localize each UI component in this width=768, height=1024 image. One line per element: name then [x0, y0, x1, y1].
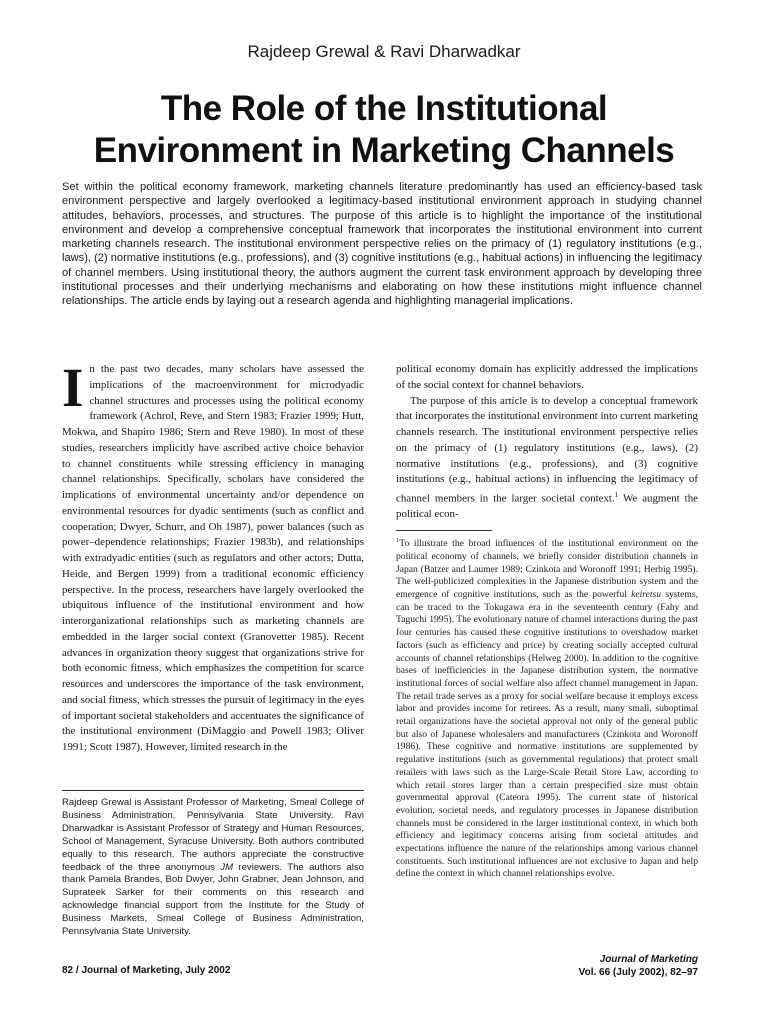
- footnote-text-2: systems, can be traced to the Tokugawa era in the seventeenth century (Fahy and Taguchi 1995). The evolutionary nature of channel interactions during the past four centuries has caused these cognitive institutions to overshadow market factors (such as efficiency and price) by creating socially accepted cultural accounts of channel relationships (Helweg 2000). In addition to the cognitive bases of inefficiencies in the Japanese distribution system, the normative institutional forces of social welfare also affect channel management in Japan. The retail trade serves as a proxy for social welfare because it employs excess labor and provides income for retirees. As a result, many small, suboptimal retail organizations have the societal approval not only of the general public but also of Japanese wholesalers and manufacturers (Czinkota and Woronoff 1986). These cognitive and normative institutions are supplemented by regulative institutions (such as governmental regulations) that protect small retailers with laws such as the Large-Scale Retail Store Law, according to which retail stores larger than a certain prespecified size must obtain governmental approval (Cateora 1995). The current state of historical evolution, societal needs, and regulatory processes in Japanese distribution channels must be considered in the larger institutional context, in which both efficiency and legitimacy concerns arising from societal attitudes and expectations influence the nature of the relationships among various channel constituents. Such institutional influences are not exclusive to Japan and help define the context in which channel relationships evolve.: [396, 589, 698, 880]
- page-folio: 82 / Journal of Marketing, July 2002: [62, 965, 231, 976]
- title-line-1: The Role of the Institutional: [160, 89, 608, 128]
- body-paragraph-1: political economy domain has explicitly addressed the implications of the social context for channel behaviors.: [396, 363, 698, 391]
- footnote: [396, 535, 698, 881]
- author-line: Rajdeep Grewal & Ravi Dharwadkar: [247, 42, 521, 61]
- article-title: [40, 88, 728, 172]
- bio-italic-term: JM: [220, 861, 234, 873]
- body-paragraph-2: [396, 394, 698, 524]
- body-column-right: [396, 362, 698, 523]
- journal-citation: [579, 953, 698, 979]
- bio-divider: [62, 790, 364, 791]
- journal-volume: Vol. 66 (July 2002), 82–97: [578, 967, 698, 978]
- author-bio: [62, 797, 364, 939]
- body-text-left: n the past two decades, many scholars have assessed the implications of the macroenvironment for microdyadic channel structures and processes using the political economy framework (Achrol, Reve, and Stern 1983; Frazier 1999; Hutt, Mokwa, and Shapiro 1986; Stern and Reve 1980). In most of these studies, researchers implicitly have ascribed active choice behavior to channel constituents while stressing efficiency in managing channel relationships. Specifically, scholars have considered the implications of environmental uncertainty and/or dependence on environmental resources for dyadic sentiments (such as conflict and cooperation; Dwyer, Schurr, and Oh 1987), power balances (such as power–dependence relationships; Frazier 1983b), and relationships with extradyadic entities (such as regulators and other actors; Dutta, Heide, and Bergen 1999) from a traditional economic efficiency perspective. In the process, researchers have largely overlooked the ubiquitous influence of the institutional environment and how interorganizational relationships such as marketing channels are embedded in the larger social context (Granovetter 1985). Recent advances in organization theory suggest that organizations strive for both economic fitness, which emphasizes the competition for scarce resources and underscores the importance of the task environment, and social fitness, which stresses the pursuit of legitimacy in the eyes of important societal stakeholders and accentuates the significance of the institutional environment (DiMaggio and Powell 1983; Oliver 1991; Scott 1987). However, limited research in the: [62, 363, 364, 753]
- footnote-marker: 1: [396, 537, 400, 544]
- bio-text-1: Rajdeep Grewal is Assistant Professor of Marketing, Smeal College of Business Administration, Pennsylvania State University. Ravi Dharwadkar is Assistant Professor of Strategy and Human Resources, School of Management, Syracuse University. Both authors contributed equally to this research. The authors appreciate the constructive feedback of the three anonymous: [62, 797, 364, 873]
- body-text: The purpose of this article is to develop a conceptual framework that incorporates the institutional environment into current marketing channels research. The institutional environment perspective relies on the primacy of (1) regulatory institutions (e.g., laws), (2) normative institutions (e.g., professions), and (3) cognitive institutions (e.g., habitual actions) in influencing the legitimacy of channel members in the larger societal context.: [396, 394, 698, 505]
- footnote-text-1: To illustrate the broad influences of the institutional environment on the political economy of channels, we briefly consider distribution channels in Japan (Batzer and Laumer 1989; Czinkota and Woronoff 1991; Herbig 1995). The well-publicized complexities in the Japanese distribution system and the emergence of cognitive institutions, such as the powerful: [396, 538, 698, 600]
- body-text-continued: We augment the political econ-: [396, 492, 698, 521]
- footnote-italic-term: keiretsu: [631, 589, 662, 600]
- journal-name: Journal of Marketing: [599, 954, 698, 965]
- body-paragraph: [62, 357, 364, 756]
- title-line-2: Environment in Marketing Channels: [93, 131, 675, 170]
- bio-text-2: reviewers. The authors also thank Pamela Brandes, Bob Dwyer, John Grabner, Jean Johnson, and Suprateek Sarker for their comments on this research and acknowledge financial support from the Institute for the Study of Business Markets, Smeal College of Business Administration, Pennsylvania State University.: [62, 861, 364, 938]
- footnote-divider: [396, 530, 492, 531]
- drop-cap: I: [62, 357, 84, 418]
- footnote-reference[interactable]: 1: [614, 491, 619, 499]
- abstract: Set within the political economy framework, marketing channels literature predominantly has used an efficiency-based task environment perspective and largely overlooked a legitimacy-based institutional environment approach in studying channel attitudes, behaviors, processes, and structures. The purpose of this article is to highlight the importance of the institutional environment and develop a comprehensive conceptual framework that incorporates the institutional environment into current marketing channels research. The institutional environment perspective relies on the primacy of (1) regulatory institutions (e.g., laws), (2) normative institutions (e.g., professions), and (3) cognitive institutions (e.g., habitual actions) in influencing the legitimacy of channel members. Using institutional theory, the authors augment the current task environment approach by developing three institutional processes and their underlying mechanisms and elaborating on how these institutions might influence channel relationships. The article ends by laying out a research agenda and highlighting managerial implications.: [62, 181, 702, 308]
- body-column-left: [62, 357, 364, 756]
